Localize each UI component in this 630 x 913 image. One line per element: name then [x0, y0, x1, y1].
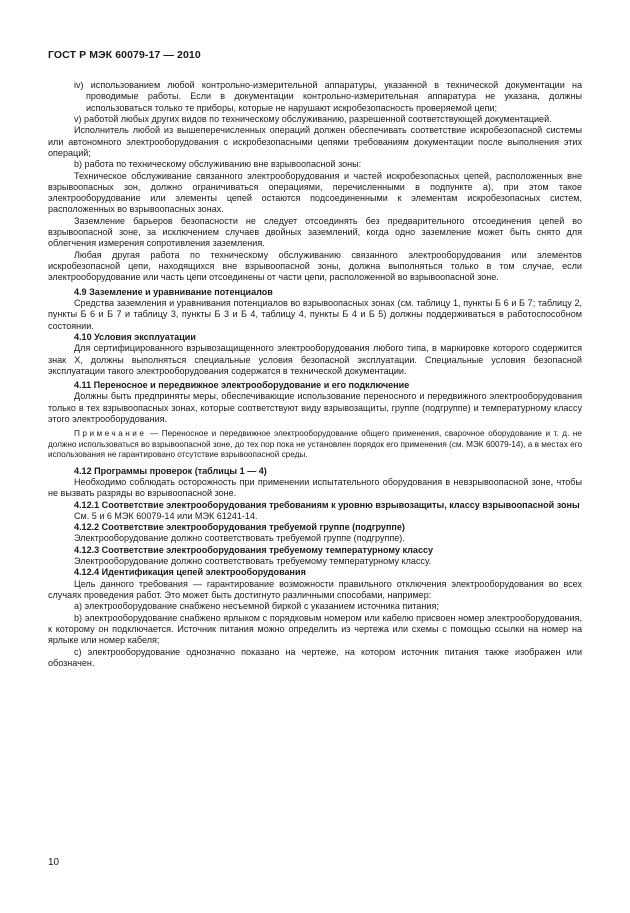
paragraph: Любая другая работа по техническому обслуживанию связанного электрооборудования или элементов искробезопасной цепи, находящихся вне взрывоопасной зоны, должна выполняться только в том случае, если электрооборудование или часть цепи отсоединены от части цепи, расположенной во взрывоопасной зоне.: [48, 249, 582, 283]
section-heading: 4.12.2 Соответствие электрооборудования требуемой группе (подгруппе): [74, 522, 405, 533]
list-item: с) электрооборудование однозначно показано на чертеже, на котором источник питания также изображен или обозначен.: [48, 646, 582, 668]
paragraph: Заземление барьеров безопасности не следует отсоединять без предварительного отсоединения цепей во взрывоопасной зоне, за исключением случаев двойных заземлений, когда одно заземление может быть снято для облегчения измерения сопротивления заземления.: [48, 215, 582, 249]
paragraph: Техническое обслуживание связанного электрооборудования и частей искробезопасных цепей, расположенных вне взрывоопасных зон, должно ограничиваться операциями, перечисленными в подпункте а), при этом такое электрооборудование или элементы цепей остаются подсоединенными к элементам искробезопасных систем, расположенных во взрывоопасных зонах.: [48, 170, 582, 215]
paragraph: iv) использованием любой контрольно-измерительной аппаратуры, указанной в технической документации на проводимые работы. Если в документации контрольно-измерительная аппаратура не указана, должны использоваться только те приборы, которые не нарушают искробезопасность проверяемой цепи;: [74, 80, 582, 113]
note-label: Примечание: [74, 429, 147, 439]
document-header: ГОСТ Р МЭК 60079-17 — 2010: [48, 49, 201, 61]
paragraph: См. 5 и 6 МЭК 60079-14 или МЭК 61241-14.: [74, 510, 258, 521]
page-number: 10: [48, 857, 60, 868]
paragraph: Исполнитель любой из вышеперечисленных операций должен обеспечивать соответствие искробезопасной системы или автономного электрооборудования с искробезопасными цепями требованиям документации после выполнения этих операций;: [48, 125, 582, 158]
section-heading: 4.12.4 Идентификация цепей электрооборудования: [74, 567, 306, 578]
paragraph: Средства заземления и уравнивания потенциалов во взрывоопасных зонах (см. таблицу 1, пункты Б 6 и Б 7; таблицу 2, пункты Б 6 и Б 7 и таблицу 3, пункты Б 3 и Б 4, таблицу 4, пункты Б 4 и Б 5) должны поддерживаться в работоспособном состоянии.: [48, 297, 582, 331]
paragraph: v) работой любых других видов по техническому обслуживанию, разрешенной соответствующей документацией.: [74, 113, 552, 124]
paragraph: Для сертифицированного взрывозащищенного электрооборудования любого типа, в маркировке которого содержится знак X, должны выполняться специальные условия безопасной эксплуатации. Специальные условия безопасной эксплуатации такого электрооборудования содержатся в технической документации.: [48, 343, 582, 376]
paragraph: Должны быть предприняты меры, обеспечивающие использование переносного и передвижного электрооборудования только в тех взрывоопасных зонах, которые соответствуют виду взрывозащиты, группе (подгруппе) и температурному классу этого электрооборудования.: [48, 391, 582, 425]
section-heading: 4.11 Переносное и передвижное электрооборудование и его подключение: [74, 380, 410, 391]
note: [48, 429, 582, 460]
list-item: а) электрооборудование снабжено несъемной биркой с указанием источника питания;: [74, 601, 439, 612]
paragraph: Необходимо соблюдать осторожность при применении испытательного оборудования в невзрывоопасной зоне, чтобы не вызвать разряды во взрывоопасной зоне.: [48, 476, 582, 499]
section-heading: 4.10 Условия эксплуатации: [74, 331, 196, 342]
paragraph: Электрооборудование должно соответствовать требуемой группе (подгруппе).: [74, 533, 405, 544]
list-item: b) электрооборудование снабжено ярлыком с порядковым номером или кабелю присвоен номер электрооборудования, к которому он подключается. Источник питания можно определить из чертежа или схемы с помощью ссылки на номер на ярлыке или номер кабеля;: [48, 612, 582, 646]
section-heading: 4.12.1 Соответствие электрооборудования требованиям к уровню взрывозащиты, классу взрывоопасной зоны: [74, 499, 580, 510]
paragraph: b) работа по техническому обслуживанию вне взрывоопасной зоны:: [74, 159, 362, 170]
document-body: [48, 80, 582, 669]
paragraph: Цель данного требования — гарантирование возможности правильного отключения электрооборудования во всех случаях проведения работ. Это может быть достигнуто различными способами, например:: [48, 578, 582, 601]
section-heading: 4.9 Заземление и уравнивание потенциалов: [74, 286, 273, 297]
section-heading: 4.12.3 Соответствие электрооборудования требуемому температурному классу: [74, 544, 434, 555]
paragraph: Электрооборудование должно соответствовать требуемому температурному классу.: [74, 556, 432, 567]
section-heading: 4.12 Программы проверок (таблицы 1 — 4): [74, 465, 267, 476]
note-text: — Переносное и передвижное электрооборудование общего применения, сварочное оборудование и т. д. не должно использоваться во взрывоопасной зоне, до тех пор пока не установлен порядок его применения (см. МЭК 60079-14), а в местах его использования не гарантировано отсутствие взрывоопасной среды.: [48, 429, 582, 460]
